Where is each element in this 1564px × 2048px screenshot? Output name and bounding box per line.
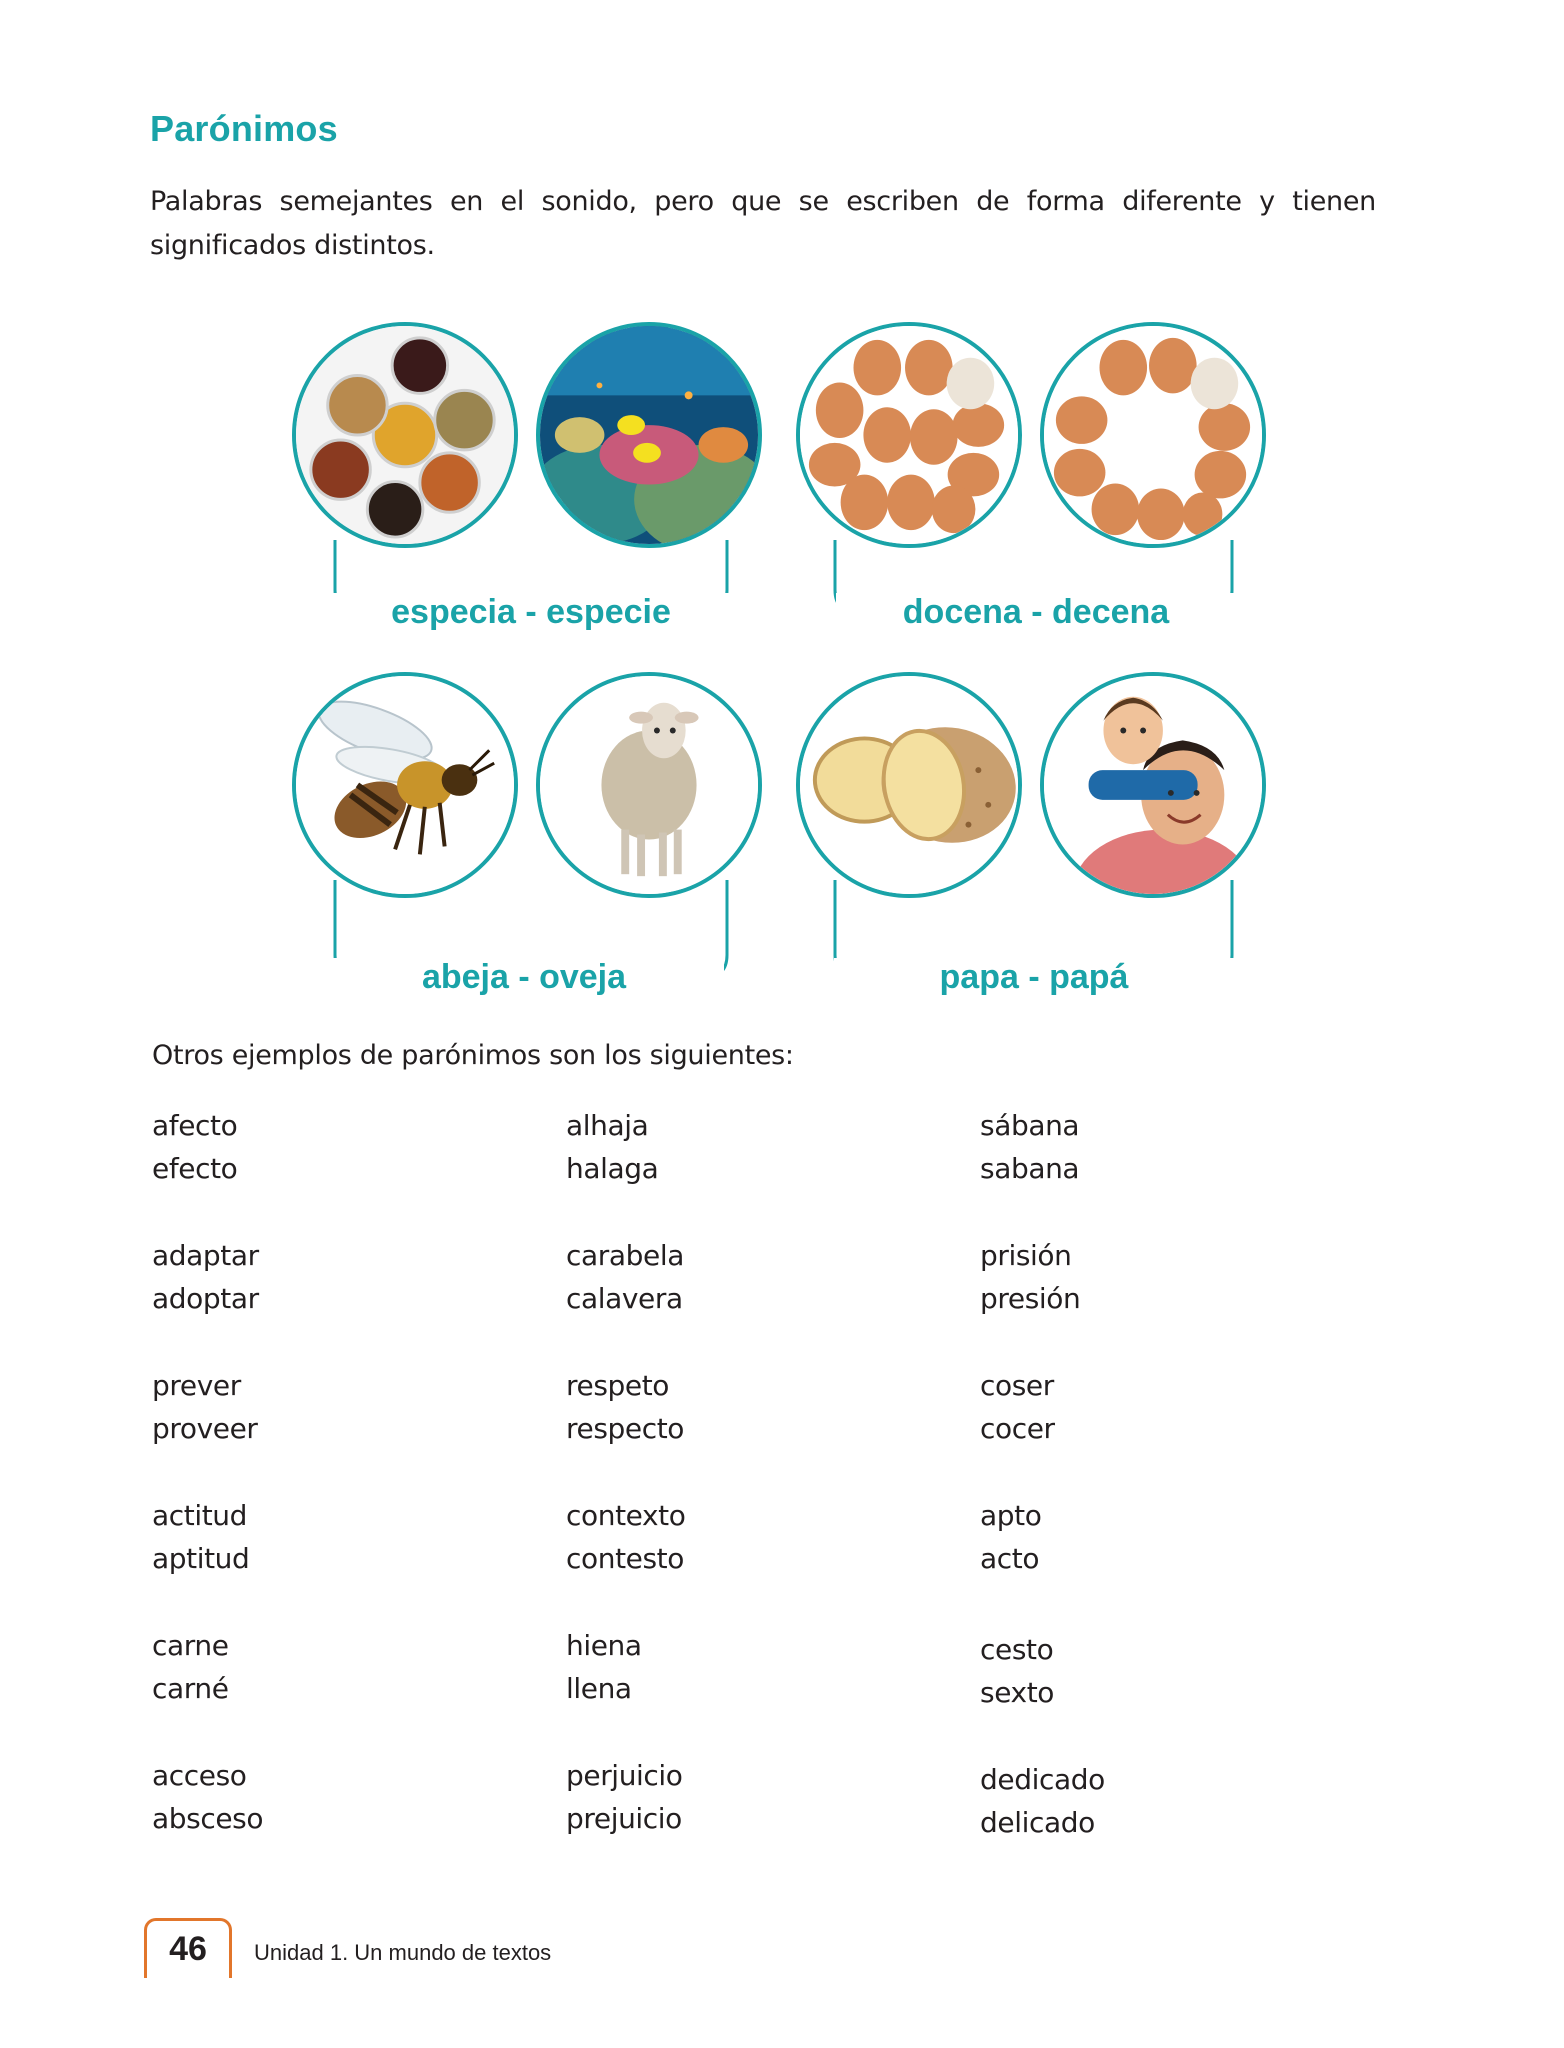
father-and-son-photo-icon [1040, 672, 1266, 898]
word: contexto [566, 1499, 686, 1532]
word: acceso [152, 1759, 247, 1792]
word: sexto [980, 1676, 1055, 1709]
word: afecto [152, 1109, 238, 1142]
footer-unit-title: Unidad 1. Un mundo de textos [254, 1940, 552, 1965]
word: llena [566, 1672, 632, 1705]
word: carné [152, 1672, 229, 1705]
word: absceso [152, 1802, 264, 1835]
word: prever [152, 1369, 241, 1402]
twelve-eggs-photo-icon [796, 322, 1022, 548]
pair-label-abeja-oveja: abeja - oveja [324, 958, 724, 997]
word: prejuicio [566, 1802, 682, 1835]
word: sábana [980, 1109, 1080, 1142]
page-number: 46 [169, 1930, 207, 1968]
word: apto [980, 1499, 1042, 1532]
word: perjuicio [566, 1759, 683, 1792]
word: carne [152, 1629, 229, 1662]
word: delicado [980, 1806, 1095, 1839]
word: aptitud [152, 1542, 250, 1575]
word: hiena [566, 1629, 642, 1662]
word: adaptar [152, 1239, 259, 1272]
ten-eggs-photo-icon [1040, 322, 1266, 548]
page-title: Parónimos [150, 108, 338, 149]
word: coser [980, 1369, 1054, 1402]
bracket-connectors [0, 0, 1564, 1020]
word: adoptar [152, 1282, 259, 1315]
word: dedicado [980, 1763, 1105, 1796]
word: carabela [566, 1239, 684, 1272]
word: contesto [566, 1542, 684, 1575]
pair-label-especia-especie: especia - especie [331, 593, 731, 632]
pair-label-papa-papa: papa - papá [834, 958, 1234, 997]
potato-photo-icon [796, 672, 1022, 898]
spices-photo-icon [292, 322, 518, 548]
bee-photo-icon [292, 672, 518, 898]
page-number-box [144, 1918, 232, 1978]
examples-lead: Otros ejemplos de parónimos son los siguientes: [152, 1040, 794, 1071]
word: cesto [980, 1633, 1054, 1666]
paronyms-figure [0, 0, 1564, 1020]
word: calavera [566, 1282, 683, 1315]
word: actitud [152, 1499, 248, 1532]
word: respecto [566, 1412, 685, 1445]
word: respeto [566, 1369, 670, 1402]
sheep-photo-icon [536, 672, 762, 898]
word: halaga [566, 1152, 659, 1185]
coral-reef-photo-icon [536, 322, 762, 548]
word: presión [980, 1282, 1081, 1315]
word: proveer [152, 1412, 258, 1445]
word: efecto [152, 1152, 238, 1185]
word: alhaja [566, 1109, 649, 1142]
intro-paragraph: Palabras semejantes en el sonido, pero que se escriben de forma diferente y tienen significados distintos. [150, 186, 1376, 261]
word: prisión [980, 1239, 1072, 1272]
word: cocer [980, 1412, 1055, 1445]
pair-label-docena-decena: docena - decena [836, 593, 1236, 632]
word: acto [980, 1542, 1040, 1575]
word: sabana [980, 1152, 1080, 1185]
